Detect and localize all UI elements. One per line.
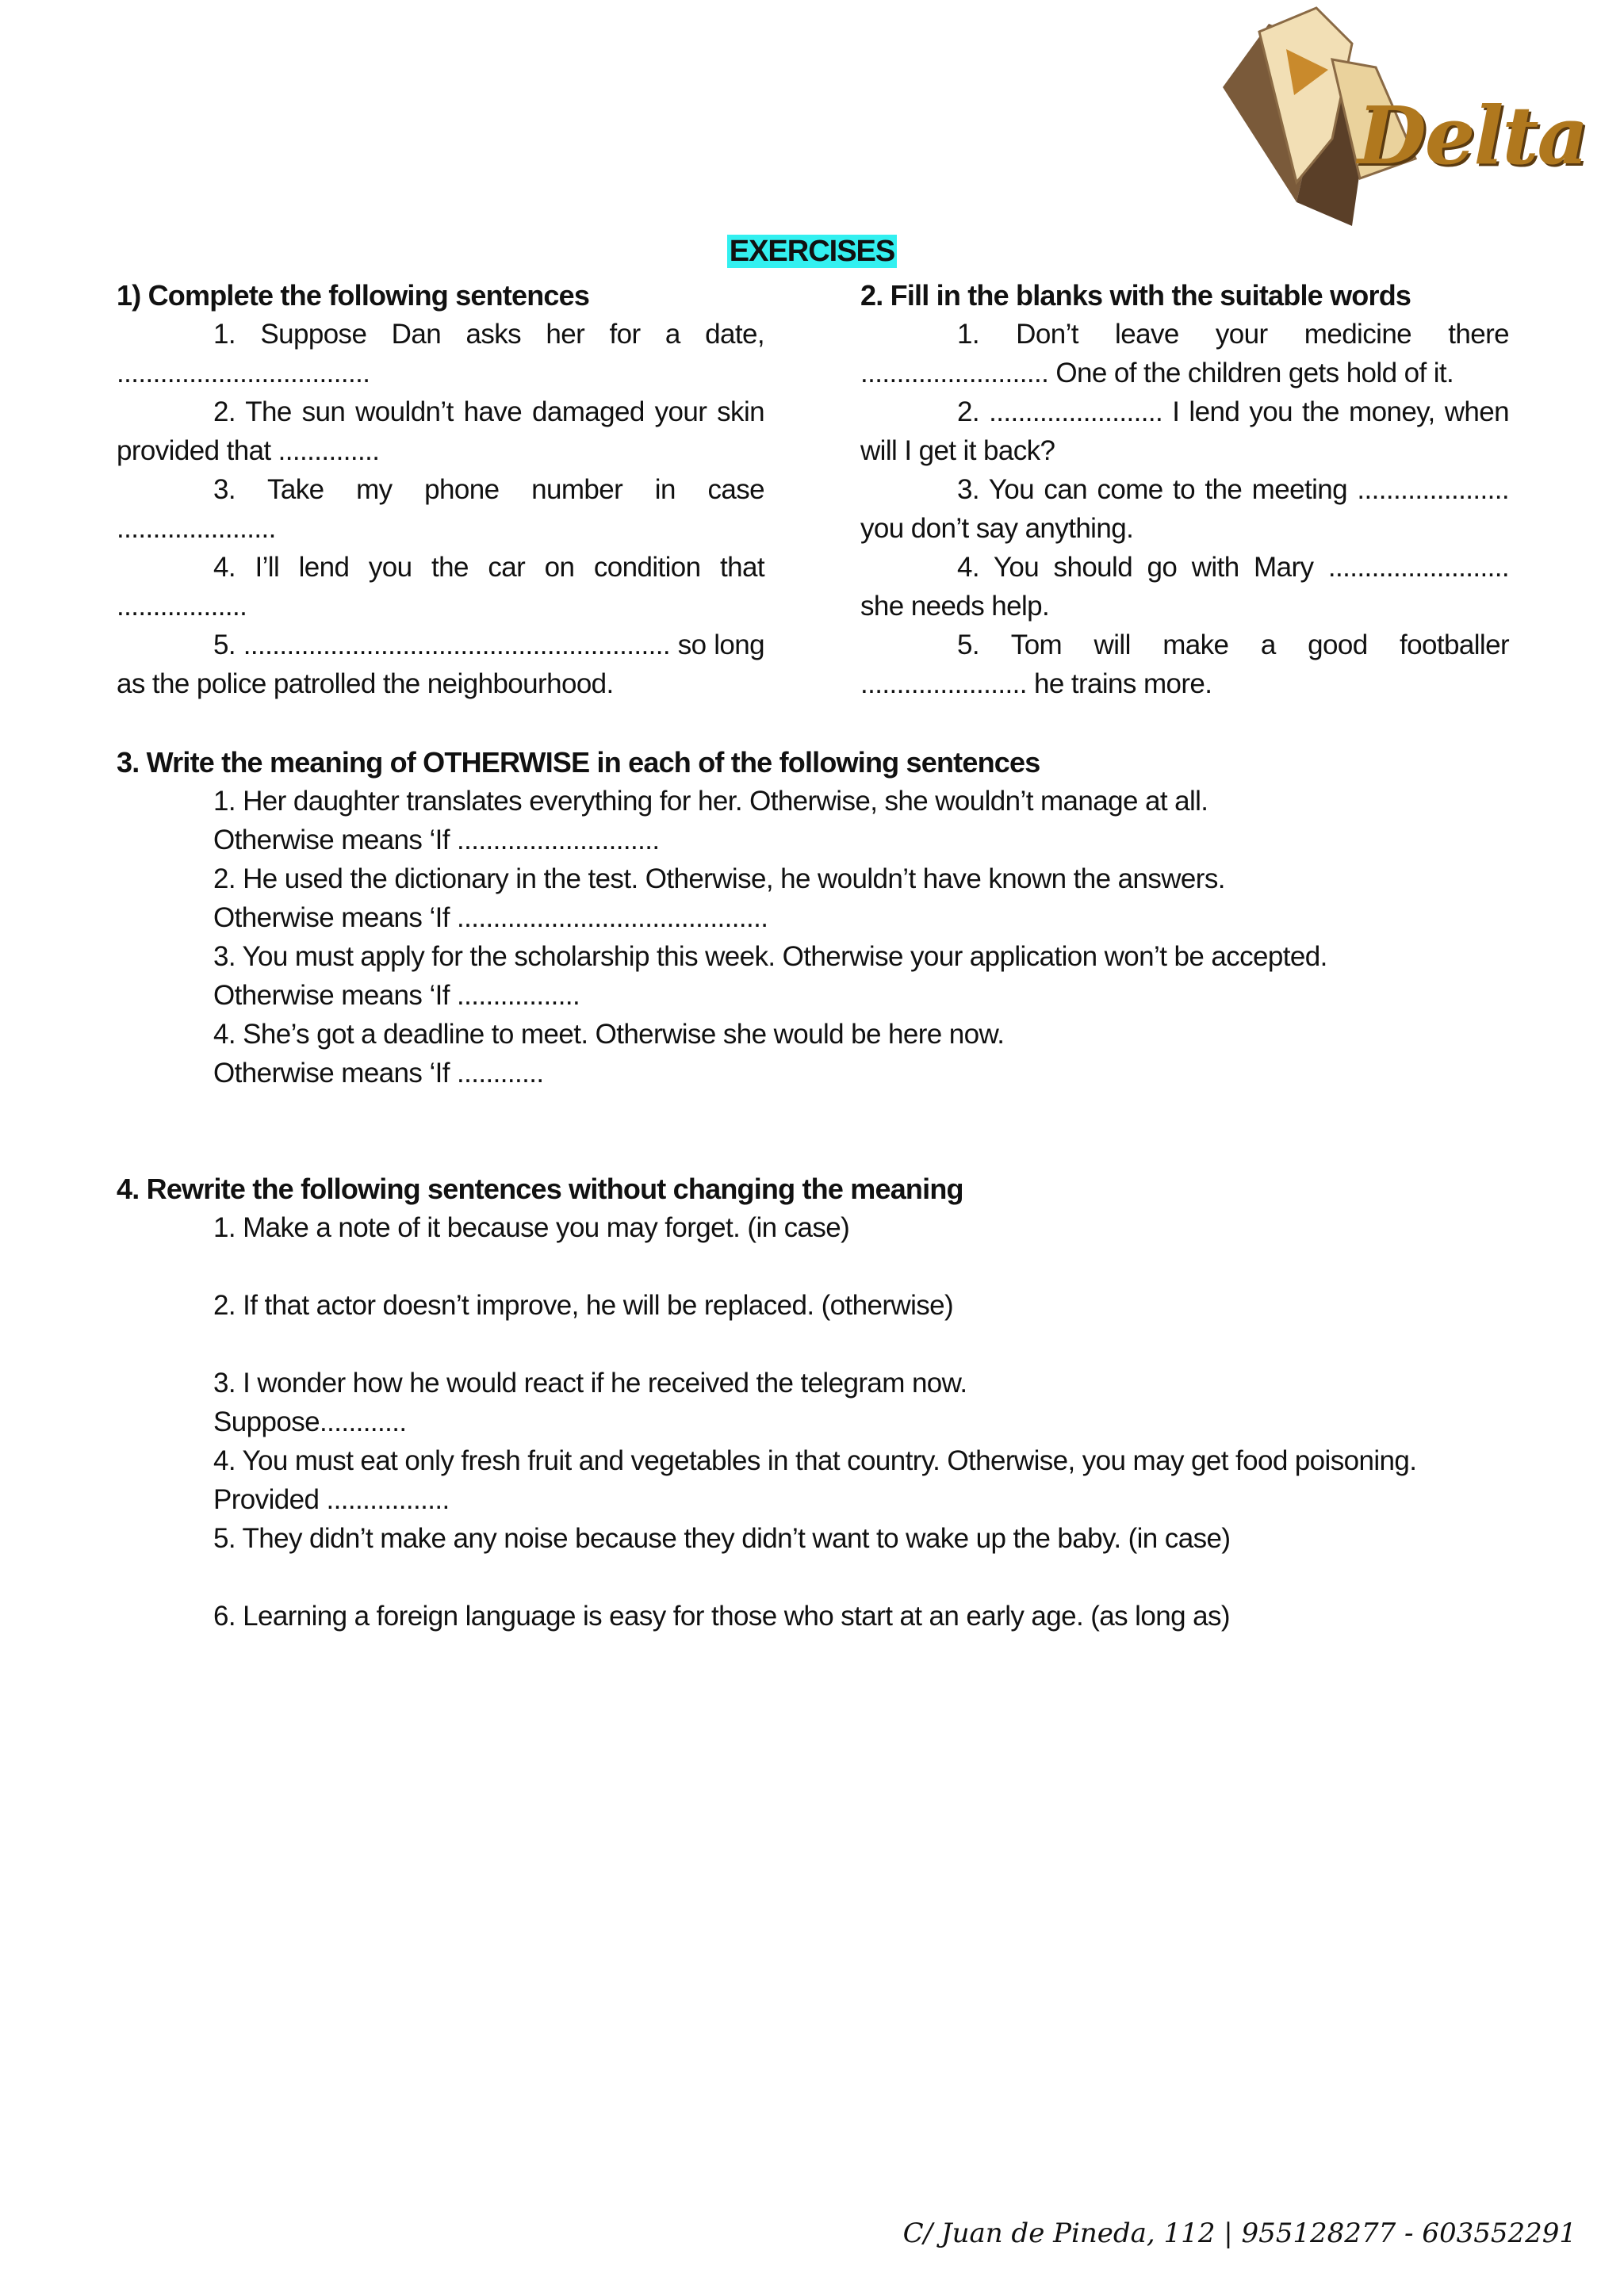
exercise-line: 1. Make a note of it because you may forget. (in case) bbox=[213, 1212, 850, 1243]
footer-address: C/ Juan de Pineda, 112 | 955128277 - 603552291 bbox=[902, 2218, 1576, 2249]
answer-line: Otherwise means ‘If ........................................... bbox=[213, 902, 768, 933]
section-complete-sentences bbox=[117, 276, 764, 703]
exercise-item: 3. Take my phone number in case ...................... bbox=[117, 474, 764, 544]
exercise-item: 1. Suppose Dan asks her for a date, ................................... bbox=[117, 319, 764, 388]
exercise-item: 5. Tom will make a good footballer ....................... he trains more. bbox=[860, 629, 1509, 699]
section-heading: 3. Write the meaning of OTHERWISE in each of the following sentences bbox=[117, 746, 1040, 779]
exercise-line: 4. You must eat only fresh fruit and vegetables in that country. Otherwise, you may get food poisoning. bbox=[213, 1445, 1417, 1476]
answer-line: Otherwise means ‘If ................. bbox=[213, 980, 580, 1011]
blank-answer-line bbox=[117, 1325, 1512, 1364]
logo-wordmark: Delta bbox=[1358, 89, 1588, 182]
exercise-item: 2. ........................ I lend you the money, when will I get it back? bbox=[860, 396, 1509, 466]
section-rewrite-sentences bbox=[117, 1169, 1512, 1636]
section-fill-blanks bbox=[860, 276, 1509, 703]
blank-answer-line bbox=[117, 1247, 1512, 1286]
exercise-line: 5. They didn’t make any noise because they didn’t want to wake up the baby. (in case) bbox=[213, 1523, 1231, 1554]
exercise-item: 5. ........................................................... so long as the police patrolled the neighbourhood. bbox=[117, 629, 764, 699]
exercise-line: 1. Her daughter translates everything for her. Otherwise, she wouldn’t manage at all. bbox=[213, 786, 1208, 817]
section-heading: 2. Fill in the blanks with the suitable words bbox=[860, 279, 1411, 312]
exercise-line: 3. I wonder how he would react if he received the telegram now. bbox=[213, 1368, 967, 1399]
answer-line: Otherwise means ‘If ............................ bbox=[213, 825, 660, 855]
page-title: EXERCISES bbox=[0, 235, 1624, 269]
exercise-line: 3. You must apply for the scholarship this week. Otherwise your application won’t be accepted. bbox=[213, 941, 1327, 972]
blank-answer-line bbox=[117, 1558, 1512, 1597]
exercise-item: 4. You should go with Mary ......................... she needs help. bbox=[860, 552, 1509, 622]
exercise-item: 1. Don’t leave your medicine there .......................... One of the children gets hold of it. bbox=[860, 319, 1509, 388]
exercise-line: 2. He used the dictionary in the test. Otherwise, he wouldn’t have known the answers. bbox=[213, 863, 1225, 894]
exercise-item: 2. The sun wouldn’t have damaged your skin provided that .............. bbox=[117, 396, 764, 466]
exercise-line: 2. If that actor doesn’t improve, he will be replaced. (otherwise) bbox=[213, 1290, 954, 1321]
answer-line: Provided ................. bbox=[213, 1484, 450, 1515]
exercise-line: 6. Learning a foreign language is easy for those who start at an early age. (as long as) bbox=[213, 1601, 1230, 1632]
answer-line: Otherwise means ‘If ............ bbox=[213, 1058, 544, 1089]
exercise-item: 3. You can come to the meeting ..................... you don’t say anything. bbox=[860, 474, 1509, 544]
section-heading: 1) Complete the following sentences bbox=[117, 279, 590, 312]
exercise-line: 4. She’s got a deadline to meet. Otherwise she would be here now. bbox=[213, 1019, 1005, 1050]
section-heading: 4. Rewrite the following sentences without changing the meaning bbox=[117, 1173, 963, 1205]
section-otherwise-meaning bbox=[117, 743, 1512, 1093]
answer-line: Suppose............ bbox=[213, 1406, 407, 1437]
exercise-item: 4. I’ll lend you the car on condition that .................. bbox=[117, 552, 764, 622]
